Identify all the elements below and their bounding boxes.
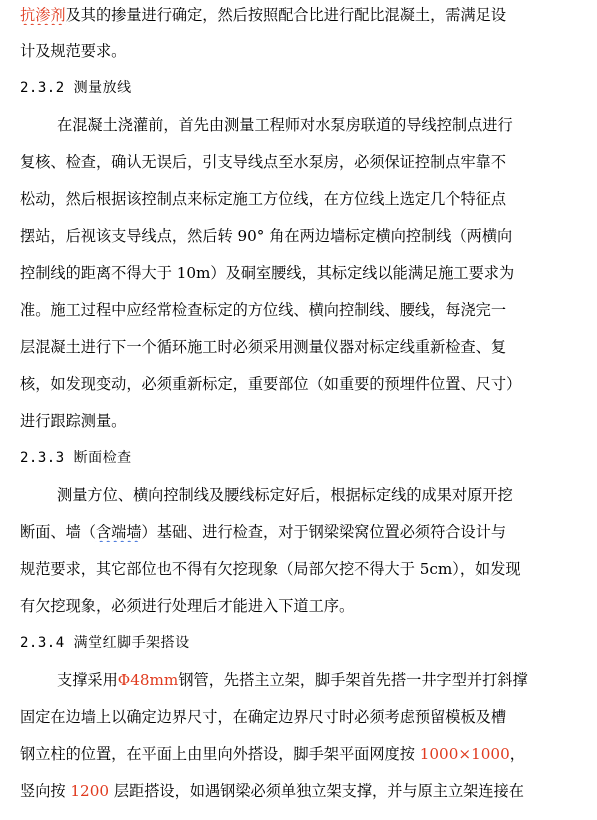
section-heading-2-3-3: 2.3.3 断面检查	[20, 450, 132, 466]
paragraph-line: 控制线的距离不得大于 10m）及硐室腰线，其标定线以能满足施工要求为	[20, 264, 515, 282]
paragraph-line: 测量方位、横向控制线及腰线标定好后，根据标定线的成果对原开挖	[57, 486, 513, 504]
section-heading-2-3-4: 2.3.4 满堂红脚手架搭设	[20, 635, 190, 651]
paragraph-line: 松动，然后根据该控制点来标定施工方位线，在方位线上选定几个特征点	[20, 190, 506, 208]
paragraph-line: 进行跟踪测量。	[20, 412, 127, 430]
paragraph-line: 固定在边墙上以确定边界尺寸，在确定边界尺寸时必须考虑预留模板及槽	[20, 708, 506, 726]
highlighted-term: Φ48mm	[117, 671, 179, 689]
paragraph-line: 断面、墙（含端墙）基础、进行检查，对于钢梁梁窝位置必须符合设计与	[20, 523, 506, 541]
paragraph-line: 计及规范要求。	[20, 42, 127, 60]
paragraph-line: 在混凝土浇灌前，首先由测量工程师对水泵房联道的导线控制点进行	[57, 116, 513, 134]
underlined-term: 含端墙	[95, 523, 142, 541]
highlighted-term: 抗渗剂	[20, 6, 66, 24]
paragraph-line: 钢立柱的位置，在平面上由里向外搭设，脚手架平面网度按 1000×1000，	[20, 745, 525, 763]
paragraph-line: 规范要求，其它部位也不得有欠挖现象（局部欠挖不得大于 5cm），如发现	[20, 560, 521, 578]
paragraph-line: 抗渗剂及其的掺量进行确定，然后按照配合比进行配比混凝土，需满足设	[20, 6, 506, 24]
paragraph-line: 层混凝土进行下一个循环施工时必须采用测量仪器对标定线重新检查、复	[20, 338, 506, 356]
paragraph-line: 支撑采用Φ48mm钢管，先搭主立架，脚手架首先搭一井字型并打斜撑	[57, 671, 528, 689]
paragraph-line: 准。施工过程中应经常检查标定的方位线、横向控制线、腰线，每浇完一	[20, 301, 506, 319]
paragraph-line: 摆站，后视该支导线点，然后转 90° 角在两边墙标定横向控制线（两横向	[20, 227, 513, 245]
paragraph-line: 有欠挖现象，必须进行处理后才能进入下道工序。	[20, 597, 355, 615]
paragraph-line: 核，如发现变动，必须重新标定，重要部位（如重要的预埋件位置、尺寸）	[20, 375, 522, 393]
highlighted-term: 1200	[70, 782, 110, 800]
highlighted-term: 1000×1000	[419, 745, 510, 763]
section-heading-2-3-2: 2.3.2 测量放线	[20, 80, 132, 96]
paragraph-line: 复核、检查，确认无误后，引支导线点至水泵房，必须保证控制点牢靠不	[20, 153, 506, 171]
paragraph-line: 竖向按 1200 层距搭设，如遇钢梁必须单独立架支撑，并与原主立架连接在	[20, 782, 524, 800]
